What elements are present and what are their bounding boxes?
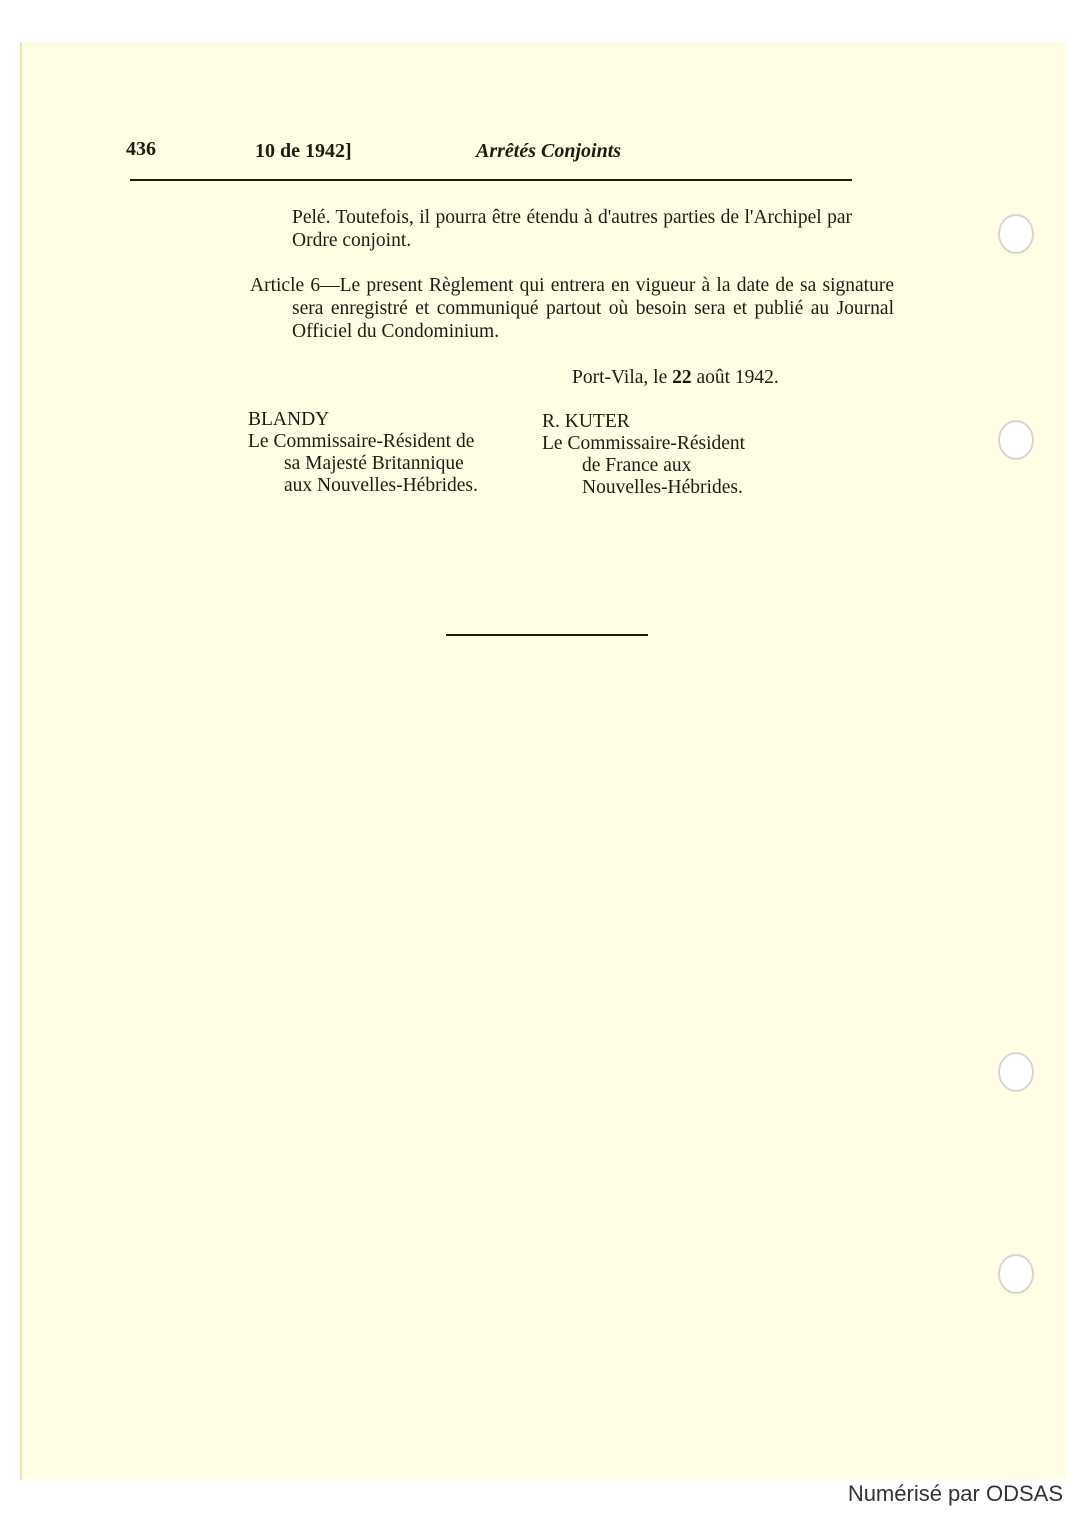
signatory-title-line: aux Nouvelles-Hébrides. [284, 475, 478, 496]
article-label: Article 6 [250, 275, 321, 296]
signatory-french [542, 411, 745, 499]
signatory-title-line: Le Commissaire-Résident de [248, 431, 475, 452]
digitization-credit: Numérisé par ODSAS [847, 1481, 1063, 1506]
signatory-title-line: Le Commissaire-Résident [542, 433, 746, 454]
signatory-title-line: sa Majesté Britannique [284, 453, 464, 474]
signatory-name: R. KUTER [542, 411, 630, 432]
continuation-paragraph: Pelé. Toutefois, il pourra être étendu à d'autres parties de l'Archipel par Ordre conjoint. [292, 207, 852, 251]
signatory-british [248, 409, 478, 497]
end-rule [446, 634, 648, 636]
signatory-name: BLANDY [248, 409, 330, 430]
punch-hole [998, 420, 1034, 460]
punch-hole [998, 1254, 1034, 1294]
place-date-prefix: Port-Vila, le [572, 367, 673, 388]
place-date [572, 367, 779, 389]
document-page [20, 42, 1066, 1480]
signatory-title-line: de France aux [582, 455, 692, 476]
article-6 [250, 274, 894, 343]
place-date-day: 22 [672, 367, 692, 388]
punch-hole [998, 214, 1034, 254]
place-date-suffix: août 1942. [691, 367, 779, 388]
running-title: Arrêtés Conjoints [476, 140, 622, 162]
page-number: 436 [126, 138, 156, 160]
signatory-title-line: Nouvelles-Hébrides. [582, 477, 743, 498]
header-rule [130, 179, 852, 181]
punch-hole [998, 1052, 1034, 1092]
law-reference: 10 de 1942] [255, 140, 352, 162]
article-text: —Le present Règlement qui entrera en vigueur à la date de sa signature sera enregistré et communiqué partout où besoin sera et publié au Journal Officiel du Condominium. [292, 275, 895, 342]
page-header [126, 138, 852, 166]
